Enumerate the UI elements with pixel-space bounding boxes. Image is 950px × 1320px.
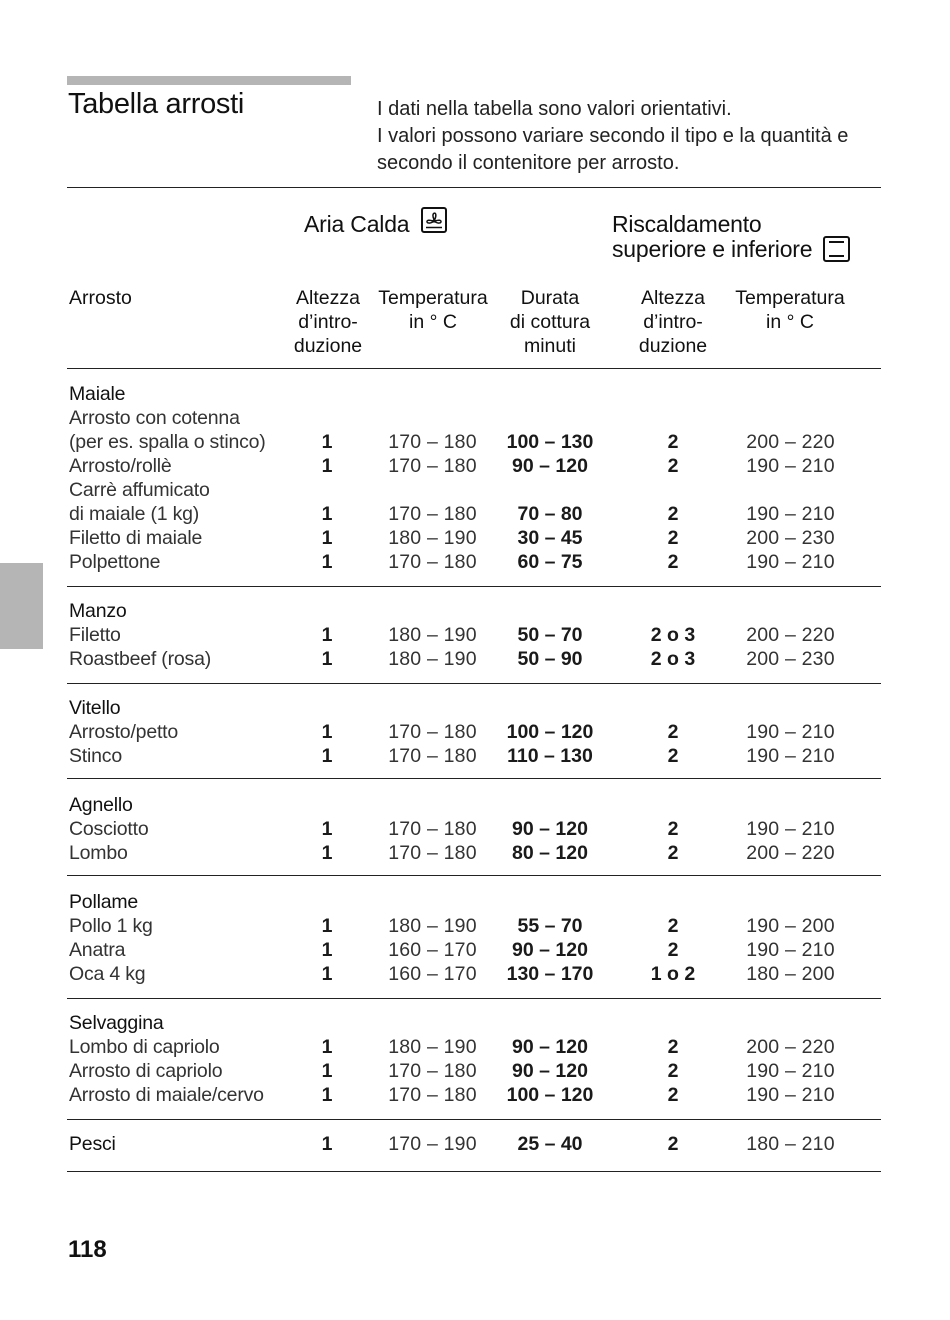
table-cell-durata: 90 – 120 [512,818,588,840]
table-cell-altezza-2: 2 [667,431,679,453]
divider [67,1119,881,1120]
table-cell-temperatura-2: 200 – 220 [746,1036,835,1058]
table-cell-altezza-1: 1 [321,527,333,549]
intro-line: I dati nella tabella sono valori orientativi. [377,98,732,120]
table-cell-altezza-1: 1 [321,1084,333,1106]
table-row [0,1083,950,1107]
table-cell-temperatura-2: 190 – 210 [746,939,835,961]
table-cell-durata: 80 – 120 [512,842,588,864]
table-row [0,550,950,574]
table-cell-temperatura-1: 170 – 180 [388,455,477,477]
table-cell-durata: 55 – 70 [517,915,583,937]
column-header-label: minuti [523,335,577,357]
table-cell-temperatura-1: 180 – 190 [388,527,477,549]
column-header-label: di cottura [509,311,591,333]
table-cell-temperatura-1: 170 – 180 [388,721,477,743]
table-cell-temperatura-1: 160 – 170 [388,939,477,961]
table-cell-altezza-2: 2 [667,1084,679,1106]
table-cell-temperatura-1: 180 – 190 [388,915,477,937]
table-cell-altezza-1: 1 [321,1036,333,1058]
table-cell-arrosto: Arrosto/rollè [69,455,172,477]
table-row [0,841,950,865]
column-header-label: duzione [293,335,363,357]
table-cell-arrosto: Lombo di capriolo [69,1036,220,1058]
table-cell-altezza-2: 2 o 3 [650,648,696,670]
table-row [0,647,950,671]
column-header-label: d’intro- [643,311,703,333]
table-cell-altezza-1: 1 [321,503,333,525]
table-cell-temperatura-2: 190 – 210 [746,721,835,743]
table-cell-arrosto: Arrosto/petto [69,721,179,743]
table-row [0,744,950,768]
table-category-label: Vitello [69,697,121,719]
table-cell-arrosto: Lombo [69,842,128,864]
divider [67,998,881,999]
column-header-label: Arrosto [69,287,132,309]
table-cell-altezza-2: 2 [667,1133,679,1155]
table-cell-durata: 90 – 120 [512,1036,588,1058]
table-category-label: Manzo [69,600,127,622]
table-cell-arrosto: Arrosto con cotenna [69,407,240,429]
table-category-label: Agnello [69,794,133,816]
mode-riscaldamento-label-1: Riscaldamento [612,211,762,237]
page-number: 118 [68,1236,107,1263]
table-category-label: Pesci [69,1133,116,1155]
table-cell-altezza-2: 2 [667,915,679,937]
table-cell-durata: 50 – 70 [517,624,583,646]
table-cell-altezza-1: 1 [321,624,333,646]
table-row [0,526,950,550]
table-row [0,938,950,962]
table-cell-altezza-2: 2 [667,721,679,743]
table-cell-altezza-2: 2 [667,818,679,840]
table-row [0,502,950,526]
table-cell-temperatura-2: 190 – 210 [746,455,835,477]
table-row [0,720,950,744]
table-row [0,406,950,430]
table-cell-temperatura-2: 190 – 210 [746,745,835,767]
table-row [0,478,950,502]
table-cell-temperatura-1: 170 – 190 [388,1133,477,1155]
table-cell-altezza-2: 2 [667,939,679,961]
table-cell-altezza-1: 1 [321,455,333,477]
column-header-temperatura-1 [373,286,493,334]
table-cell-temperatura-1: 180 – 190 [388,648,477,670]
table-category-row [0,382,950,406]
table-cell-temperatura-2: 190 – 210 [746,1084,835,1106]
table-cell-temperatura-2: 190 – 210 [746,818,835,840]
table-cell-altezza-2: 2 [667,842,679,864]
column-header-label: Altezza [296,287,360,309]
table-row [0,1035,950,1059]
table-cell-durata: 50 – 90 [517,648,583,670]
table-cell-altezza-1: 1 [321,963,333,985]
top-bottom-heat-icon [823,236,850,262]
table-cell-durata: 90 – 120 [512,455,588,477]
table-cell-altezza-2: 2 [667,455,679,477]
table-cell-arrosto: Filetto di maiale [69,527,203,549]
table-cell-altezza-1: 1 [321,1060,333,1082]
table-cell-altezza-2: 2 [667,1060,679,1082]
column-header-arrosto [69,286,132,310]
divider [67,187,881,188]
table-cell-temperatura-1: 170 – 180 [388,745,477,767]
table-cell-arrosto: Pollo 1 kg [69,915,153,937]
table-cell-arrosto: Cosciotto [69,818,149,840]
table-cell-arrosto: (per es. spalla o stinco) [69,431,266,453]
table-cell-altezza-2: 2 [667,503,679,525]
table-cell-temperatura-1: 180 – 190 [388,624,477,646]
table-row [0,623,950,647]
divider [67,586,881,587]
table-cell-durata: 70 – 80 [517,503,583,525]
table-cell-altezza-1: 1 [321,721,333,743]
column-header-label: in ° C [409,311,457,333]
mode-riscaldamento [612,212,850,262]
title-accent-bar [67,76,351,85]
table-cell-temperatura-2: 190 – 200 [746,915,835,937]
column-header-label: d’intro- [298,311,358,333]
column-header-altezza-2 [633,286,713,358]
table-cell-temperatura-1: 160 – 170 [388,963,477,985]
table-row [0,1059,950,1083]
table-cell-durata: 100 – 130 [506,431,594,453]
table-category-row [0,793,950,817]
column-header-label: in ° C [766,311,814,333]
table-cell-temperatura-1: 180 – 190 [388,1036,477,1058]
table-cell-arrosto: Arrosto di maiale/cervo [69,1084,264,1106]
table-cell-altezza-1: 1 [321,745,333,767]
table-cell-temperatura-1: 170 – 180 [388,1084,477,1106]
table-cell-temperatura-2: 190 – 210 [746,503,835,525]
table-category-label: Selvaggina [69,1012,164,1034]
table-cell-durata: 100 – 120 [506,721,594,743]
table-category-row [0,890,950,914]
table-cell-durata: 90 – 120 [512,1060,588,1082]
divider [67,875,881,876]
table-cell-temperatura-2: 200 – 220 [746,842,835,864]
table-cell-durata: 90 – 120 [512,939,588,961]
table-cell-arrosto: Oca 4 kg [69,963,146,985]
table-row [0,817,950,841]
table-cell-altezza-1: 1 [321,939,333,961]
table-cell-temperatura-2: 200 – 220 [746,431,835,453]
table-cell-durata: 60 – 75 [517,551,583,573]
table-cell-altezza-1: 1 [321,648,333,670]
mode-riscaldamento-row [612,236,850,262]
table-category-row [0,599,950,623]
table-cell-durata: 130 – 170 [506,963,594,985]
intro-line: I valori possono variare secondo il tipo e la quantità e [377,125,849,147]
table-cell-altezza-1: 1 [321,915,333,937]
table-cell-temperatura-2: 190 – 210 [746,551,835,573]
intro-text [377,96,892,177]
table-cell-temperatura-1: 170 – 180 [388,1060,477,1082]
intro-line: secondo il contenitore per arrosto. [377,152,680,174]
table-cell-temperatura-2: 180 – 210 [746,1133,835,1155]
table-cell-temperatura-1: 170 – 180 [388,551,477,573]
column-header-label: Durata [520,287,580,309]
table-cell-arrosto: Anatra [69,939,126,961]
fan-icon [421,207,447,233]
table-cell-arrosto: Roastbeef (rosa) [69,648,212,670]
table-category-label: Pollame [69,891,139,913]
column-header-label: Altezza [641,287,705,309]
table-cell-temperatura-2: 180 – 200 [746,963,835,985]
mode-riscaldamento-label-2: superiore e inferiore [612,236,813,262]
divider [67,368,881,369]
table-cell-durata: 25 – 40 [517,1133,583,1155]
table-cell-altezza-2: 2 [667,551,679,573]
table-cell-durata: 110 – 130 [507,745,593,767]
column-header-label: duzione [638,335,708,357]
table-cell-arrosto: Arrosto di capriolo [69,1060,223,1082]
page-title: Tabella arrosti [68,88,245,120]
table-row [0,430,950,454]
table-cell-durata: 30 – 45 [517,527,583,549]
table-cell-altezza-1: 1 [321,818,333,840]
table-cell-altezza-2: 2 [667,1036,679,1058]
table-row [0,454,950,478]
table-cell-temperatura-1: 170 – 180 [388,818,477,840]
table-cell-arrosto: Filetto [69,624,121,646]
table-cell-altezza-1: 1 [321,431,333,453]
table-cell-durata: 100 – 120 [506,1084,594,1106]
table-row [0,962,950,986]
table-category-row [0,1132,950,1156]
table-row [0,914,950,938]
table-cell-temperatura-1: 170 – 180 [388,431,477,453]
column-header-temperatura-2 [730,286,850,334]
table-cell-temperatura-1: 170 – 180 [388,842,477,864]
table-cell-arrosto: Polpettone [69,551,161,573]
table-cell-altezza-1: 1 [321,1133,333,1155]
divider [67,683,881,684]
table-cell-arrosto: Carrè affumicato [69,479,210,501]
table-cell-altezza-2: 2 [667,527,679,549]
table-cell-temperatura-2: 190 – 210 [746,1060,835,1082]
table-cell-altezza-1: 1 [321,842,333,864]
divider [67,1171,881,1172]
table-cell-arrosto: Stinco [69,745,122,767]
table-category-row [0,696,950,720]
table-cell-altezza-2: 2 o 3 [650,624,696,646]
column-header-label: Temperatura [735,287,845,309]
table-cell-arrosto: di maiale (1 kg) [69,503,200,525]
mode-aria-calda [304,212,447,236]
table-cell-altezza-2: 1 o 2 [650,963,696,985]
table-cell-temperatura-2: 200 – 220 [746,624,835,646]
table-cell-altezza-2: 2 [667,745,679,767]
table-cell-temperatura-2: 200 – 230 [746,527,835,549]
table-cell-temperatura-2: 200 – 230 [746,648,835,670]
column-header-altezza-1 [288,286,368,358]
divider [67,778,881,779]
column-header-label: Temperatura [378,287,488,309]
column-header-durata [495,286,605,358]
mode-aria-calda-label: Aria Calda [304,211,410,237]
table-cell-altezza-1: 1 [321,551,333,573]
table-category-label: Maiale [69,383,126,405]
table-cell-temperatura-1: 170 – 180 [388,503,477,525]
table-category-row [0,1011,950,1035]
